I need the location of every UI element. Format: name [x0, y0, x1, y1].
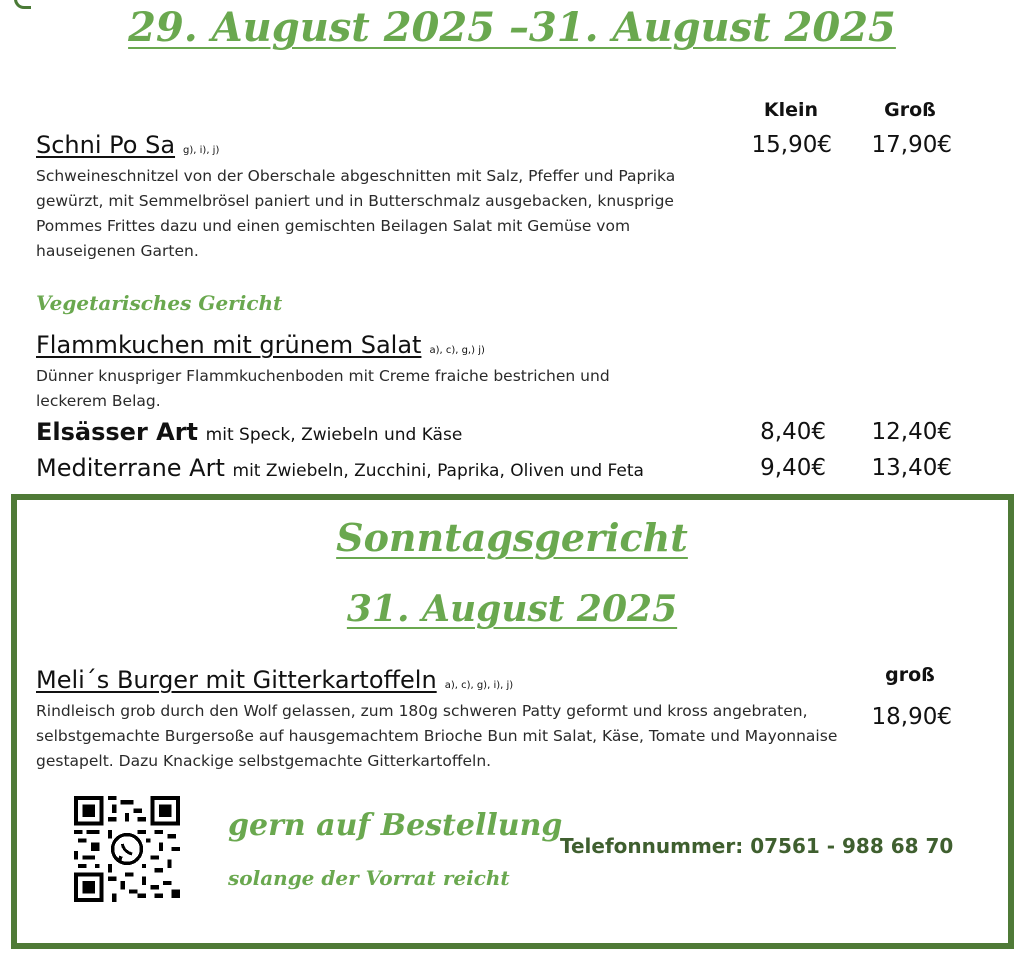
price-small: 15,90€	[751, 132, 832, 158]
whatsapp-qr-code-icon	[74, 796, 180, 902]
column-header-small: Klein	[763, 99, 819, 121]
variant-detail: mit Speck, Zwiebeln und Käse	[205, 425, 463, 445]
dish-flammkuchen-title	[36, 331, 485, 359]
dish-schnipo-title	[36, 131, 219, 159]
variant-detail: mit Zwiebeln, Zucchini, Paprika, Oliven und Feta	[232, 461, 644, 481]
dish-name: Meli´s Burger mit Gitterkartoffeln	[36, 666, 437, 694]
price-large: 18,90€	[871, 704, 952, 730]
price-large: 12,40€	[871, 419, 952, 445]
dish-burger-title	[36, 666, 513, 694]
allergen-codes: g), i), j)	[183, 145, 220, 156]
price-small: 8,40€	[760, 419, 826, 445]
dish-name: Schni Po Sa	[36, 131, 176, 159]
column-header-large: Groß	[884, 99, 936, 121]
price-large: 17,90€	[871, 132, 952, 158]
allergen-codes: a), c), g,) j)	[429, 345, 485, 356]
stock-note: solange der Vorrat reicht	[228, 866, 510, 890]
dish-name: Flammkuchen mit grünem Salat	[36, 331, 422, 359]
phone-number: Telefonnummer: 07561 - 988 68 70	[560, 834, 954, 858]
price-large: 13,40€	[871, 455, 952, 481]
vegetarian-section-label: Vegetarisches Gericht	[36, 291, 283, 315]
variant-elsaesser	[36, 418, 462, 446]
price-small: 9,40€	[760, 455, 826, 481]
dish-description: Rindleisch grob durch den Wolf gelassen, zum 180g schweren Patty geformt und kross angebraten, selbstgemachte Burgersoße auf hausgemachtem Brioche Bun mit Salat, Käse, Tomate und Mayonnaise gestapelt. Dazu Knackige selbstgemachte Gitterkartoffeln.	[36, 702, 838, 770]
dish-description: Schweineschnitzel von der Oberschale abgeschnitten mit Salz, Pfeffer und Paprika gewürzt, mit Semmelbrösel paniert und in Butterschmalz ausgebacken, knusprige Pommes Frittes dazu und einen gemischten Beilagen Salat mit Gemüse vom hauseigenen Garten.	[36, 167, 676, 260]
allergen-codes: a), c), g), i), j)	[444, 680, 514, 691]
sunday-title: Sonntagsgericht	[336, 515, 688, 560]
sunday-date: 31. August 2025	[346, 588, 678, 630]
date-range-heading: 29. August 2025 –31. August 2025	[128, 4, 896, 51]
variant-name: Elsässer Art	[36, 418, 199, 446]
column-header-large: groß	[885, 664, 935, 686]
dish-description: Dünner knuspriger Flammkuchenboden mit Creme fraiche bestrichen und leckerem Belag.	[36, 367, 610, 410]
order-note: gern auf Bestellung	[228, 808, 563, 843]
variant-mediterran	[36, 454, 644, 482]
variant-name: Mediterrane Art	[36, 454, 225, 482]
